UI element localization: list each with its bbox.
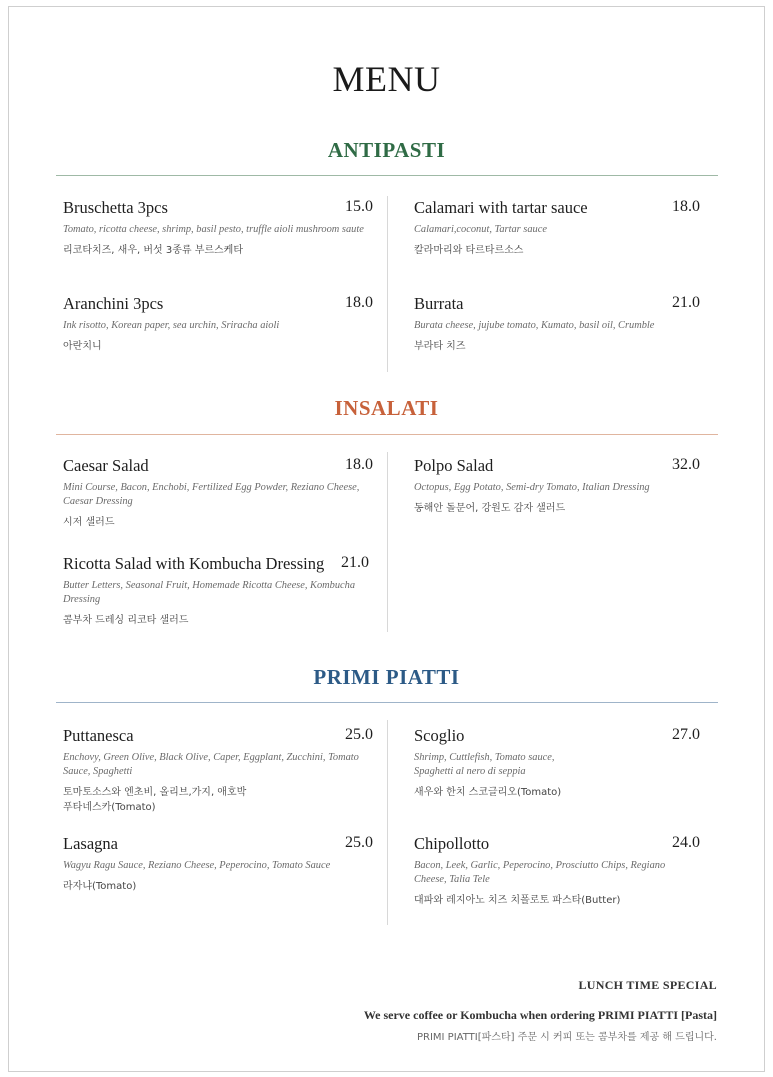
menu-item-polpo-salad: [414, 456, 700, 516]
item-korean-name: 라자냐(Tomato): [63, 881, 137, 892]
menu-item-calamari: [414, 198, 700, 258]
item-price: 25.0: [345, 834, 373, 851]
item-description: Bacon, Leek, Garlic, Peperocino, Prosciutto Chips, Regiano Cheese, Talia Tele: [414, 860, 666, 885]
item-description: Mini Course, Bacon, Enchobi, Fertilized Egg Powder, Reziano Cheese, Caesar Dressing: [63, 482, 360, 507]
item-korean-name: 토마토소스와 엔초비, 올리브,가지, 애호박 푸타네스카(Tomato): [63, 787, 247, 813]
column-divider-primi-piatti: [387, 720, 388, 925]
section-rule-antipasti: [56, 175, 718, 176]
item-korean-name: 콤부차 드레싱 리코타 샐러드: [63, 615, 189, 626]
section-title-antipasti: ANTIPASTI: [327, 138, 446, 162]
item-korean-name: 대파와 레지아노 치즈 치폴로토 파스타(Butter): [414, 895, 621, 906]
item-price: 21.0: [341, 554, 369, 571]
item-name: Bruschetta 3pcs: [63, 198, 168, 217]
menu-item-caesar-salad: [63, 456, 373, 530]
item-name: Lasagna: [63, 834, 118, 853]
column-divider-insalati: [387, 452, 388, 632]
item-price: 25.0: [345, 726, 373, 743]
item-korean-name: 시저 샐러드: [63, 517, 115, 528]
item-price: 24.0: [672, 834, 700, 851]
item-korean-name: 새우와 한치 스코글리오(Tomato): [414, 787, 562, 798]
item-price: 32.0: [672, 456, 700, 473]
menu-item-lasagna: [63, 834, 373, 894]
column-divider-antipasti: [387, 196, 388, 372]
menu-item-puttanesca: [63, 726, 373, 815]
item-name: Calamari with tartar sauce: [414, 198, 588, 217]
item-description: Tomato, ricotta cheese, shrimp, basil pesto, truffle aioli mushroom saute: [63, 224, 364, 235]
item-name: Aranchini 3pcs: [63, 294, 164, 313]
section-rule-insalati: [56, 434, 718, 435]
item-description: Burata cheese, jujube tomato, Kumato, basil oil, Crumble: [414, 320, 655, 331]
section-title-insalati: INSALATI: [334, 396, 439, 420]
item-description: Ink risotto, Korean paper, sea urchin, Sriracha aioli: [63, 320, 280, 331]
menu-item-scoglio: [414, 726, 700, 800]
item-korean-name: 칼라마리와 타르타르소스: [414, 245, 524, 256]
menu-item-aranchini: [63, 294, 373, 354]
section-rule-primi-piatti: [56, 702, 718, 703]
item-price: 18.0: [345, 294, 373, 311]
item-name: Burrata: [414, 294, 464, 313]
item-name: Chipollotto: [414, 834, 490, 853]
menu-title: MENU: [332, 59, 441, 99]
item-price: 18.0: [672, 198, 700, 215]
item-korean-name: 리코타치즈, 새우, 버섯 3종류 부르스케타: [63, 245, 243, 256]
item-description: Wagyu Ragu Sauce, Reziano Cheese, Peperocino, Tomato Sauce: [63, 860, 331, 871]
item-description: Butter Letters, Seasonal Fruit, Homemade Ricotta Cheese, Kombucha Dressing: [63, 580, 356, 605]
lunch-special-english: We serve coffee or Kombucha when ordering PRIMI PIATTI [Pasta]: [363, 1008, 717, 1022]
item-price: 18.0: [345, 456, 373, 473]
item-price: 21.0: [672, 294, 700, 311]
item-korean-name: 동해안 돌문어, 강원도 감자 샐러드: [414, 503, 566, 514]
lunch-special-title: LUNCH TIME SPECIAL: [578, 978, 717, 992]
item-price: 27.0: [672, 726, 700, 743]
item-price: 15.0: [345, 198, 373, 215]
menu-item-burrata: [414, 294, 700, 354]
item-korean-name: 부라타 치즈: [414, 341, 466, 352]
item-name: Scoglio: [414, 726, 465, 745]
menu-item-bruschetta: [63, 198, 373, 258]
item-name: Caesar Salad: [63, 456, 149, 475]
menu-item-ricotta-salad: [63, 554, 369, 628]
item-korean-name: 아란치니: [63, 341, 102, 352]
item-description: Calamari,coconut, Tartar sauce: [414, 224, 547, 235]
item-description: Octopus, Egg Potato, Semi-dry Tomato, Italian Dressing: [414, 482, 650, 493]
item-name: Puttanesca: [63, 726, 134, 745]
lunch-special-korean: PRIMI PIATTI[파스타] 주문 시 커피 또는 콤부차를 제공 해 드립니다.: [417, 1032, 717, 1043]
menu-item-chipollotto: [414, 834, 700, 908]
item-name: Polpo Salad: [414, 456, 494, 475]
item-name: Ricotta Salad with Kombucha Dressing: [63, 554, 325, 573]
item-description: Enchovy, Green Olive, Black Olive, Caper, Eggplant, Zucchini, Tomato Sauce, Spaghetti: [63, 752, 359, 777]
section-title-primi-piatti: PRIMI PIATTI: [313, 665, 460, 689]
item-description: Shrimp, Cuttlefish, Tomato sauce, Spaghetti al nero di seppia: [414, 752, 555, 777]
